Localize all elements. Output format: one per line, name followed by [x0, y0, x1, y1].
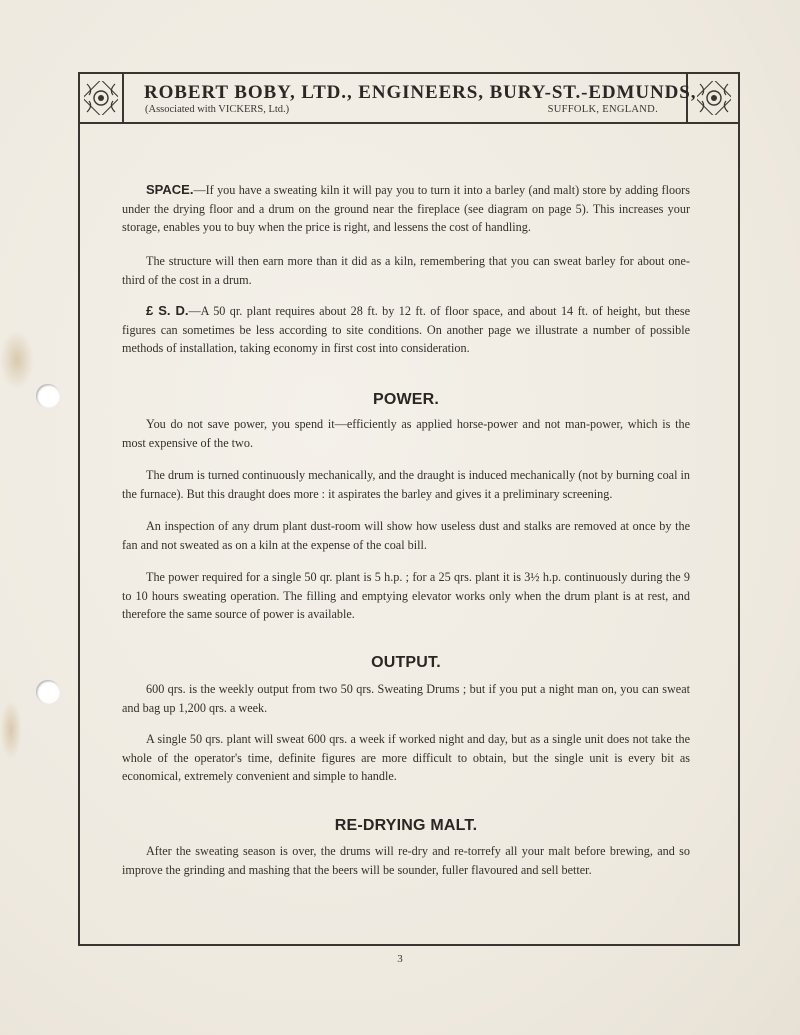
company-name: ROBERT BOBY, LTD., ENGINEERS, BURY-ST.-EDMUNDS,: [144, 82, 697, 103]
paragraph-output-2: A single 50 qrs. plant will sweat 600 qrs. a week if worked night and day, but as a single unit does not take the whole of the operator's time, definite figures are more difficult to obtain, but the single unit is every bit as economical, extremely convenient and simple to handle.: [122, 732, 690, 783]
frame-border-left: [78, 72, 80, 946]
heading-output: OUTPUT.: [371, 654, 441, 671]
company-location: SUFFOLK, ENGLAND.: [547, 104, 658, 115]
paragraph-text: —A 50 qr. plant requires about 28 ft. by 12 ft. of floor space, and about 14 ft. of height, but these figures can sometimes be less according to site conditions. On another page we illustrate a number of possible methods of installation, taking economy in first cost into consideration.: [122, 304, 690, 355]
heading-power: POWER.: [372, 391, 440, 408]
frame-border-bottom: [78, 944, 740, 946]
punch-hole-top: [36, 384, 60, 408]
page-number: 3: [397, 953, 403, 965]
frame-border-right: [738, 72, 740, 946]
ornament-left: [80, 74, 124, 122]
ornament-emblem-icon: [697, 81, 731, 115]
paragraph-space-1: [122, 181, 690, 237]
header-divider: [78, 122, 740, 124]
paper-stain: [0, 330, 34, 390]
paragraph-text: —If you have a sweating kiln it will pay you to turn it into a barley (and malt) store by adding floors under the drying floor and a drum on the ground near the fireplace (see diagram on page 5). This increases your storage, enables you to buy when the price is right, and lessens the cost of handling.: [122, 183, 690, 234]
lead-lsd: £ S. D.: [146, 303, 189, 318]
paragraph-power-3: An inspection of any drum plant dust-room will show how useless dust and stalks are removed at once by the fan and not sweated as on a kiln at the expense of the coal bill.: [122, 519, 690, 552]
paragraph-space-2: The structure will then earn more than it did as a kiln, remembering that you can sweat barley for about one-third of the cost in a drum.: [122, 254, 690, 287]
paragraph-redrying: After the sweating season is over, the drums will re-dry and re-torrefy all your malt before brewing, and so improve the grinding and mashing that the beers will be sounder, fuller flavoured and sell better.: [122, 844, 690, 877]
ornament-emblem-icon: [84, 81, 118, 115]
company-association: (Associated with VICKERS, Ltd.): [145, 104, 290, 115]
paragraph-power-4: The power required for a single 50 qr. plant is 5 h.p. ; for a 25 qrs. plant it is 3½ h.p. continuously during the 9 to 10 hours sweating operation. The filling and emptying elevator works only when the drum plant is at rest, and therefore the same source of power is available.: [122, 570, 690, 621]
paper-stain: [0, 700, 22, 760]
paragraph-power-1: You do not save power, you spend it—efficiently as applied horse-power and not man-power, which is the most expensive of the two.: [122, 417, 690, 450]
paragraph-output-1: 600 qrs. is the weekly output from two 50 qrs. Sweating Drums ; but if you put a night man on, you can sweat and bag up 1,200 qrs. a week.: [122, 682, 690, 715]
frame-border-top: [78, 72, 740, 74]
lead-space: SPACE.: [146, 182, 194, 197]
paragraph-power-2: The drum is turned continuously mechanically, and the draught is induced mechanically (not by burning coal in the furnace). But this draught does more : it aspirates the barley and gives it a preliminary screening.: [122, 468, 690, 501]
punch-hole-bottom: [36, 680, 60, 704]
heading-redrying: RE-DRYING MALT.: [334, 817, 478, 834]
paragraph-lsd: [122, 302, 690, 358]
